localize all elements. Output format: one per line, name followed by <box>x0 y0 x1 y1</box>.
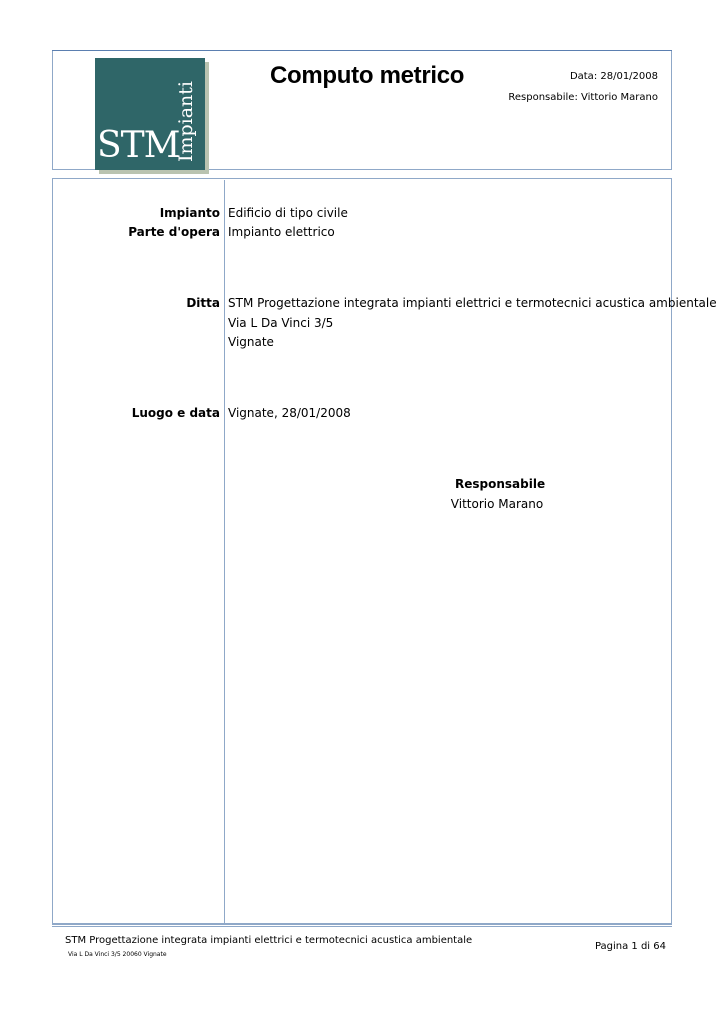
luogo-data-value: Vignate, 28/01/2008 <box>228 406 351 420</box>
luogo-data-label: Luogo e data <box>131 406 220 420</box>
impianto-value: Edificio di tipo civile <box>228 206 348 220</box>
company-logo <box>95 58 205 170</box>
ditta-name: STM Progettazione integrata impianti elettrici e termotecnici acustica ambientale <box>228 296 717 310</box>
content-box <box>52 178 672 924</box>
parte-opera-value: Impianto elettrico <box>228 225 335 239</box>
column-divider <box>224 180 225 924</box>
footer-address: Via L Da Vinci 3/5 20060 Vignate <box>68 951 167 958</box>
footer-company: STM Progettazione integrata impianti elettrici e termotecnici acustica ambientale <box>65 935 473 946</box>
page-number: Pagina 1 di 64 <box>594 941 666 952</box>
ditta-address: Via L Da Vinci 3/5 <box>228 316 334 330</box>
logo-impianti-text: Impianti <box>175 80 197 162</box>
document-title: Computo metrico <box>270 62 465 89</box>
logo-stm-text: STM <box>97 125 180 166</box>
responsabile-label: Responsabile <box>455 477 546 491</box>
impianto-label: Impianto <box>159 206 220 220</box>
header-responsible: Responsabile: Vittorio Marano <box>508 92 658 103</box>
content-bottom-rule <box>52 924 672 927</box>
ditta-city: Vignate <box>228 335 274 349</box>
ditta-label: Ditta <box>186 296 220 310</box>
header-date: Data: 28/01/2008 <box>569 71 658 82</box>
responsabile-name: Vittorio Marano <box>450 497 544 511</box>
parte-opera-label: Parte d'opera <box>128 225 220 239</box>
